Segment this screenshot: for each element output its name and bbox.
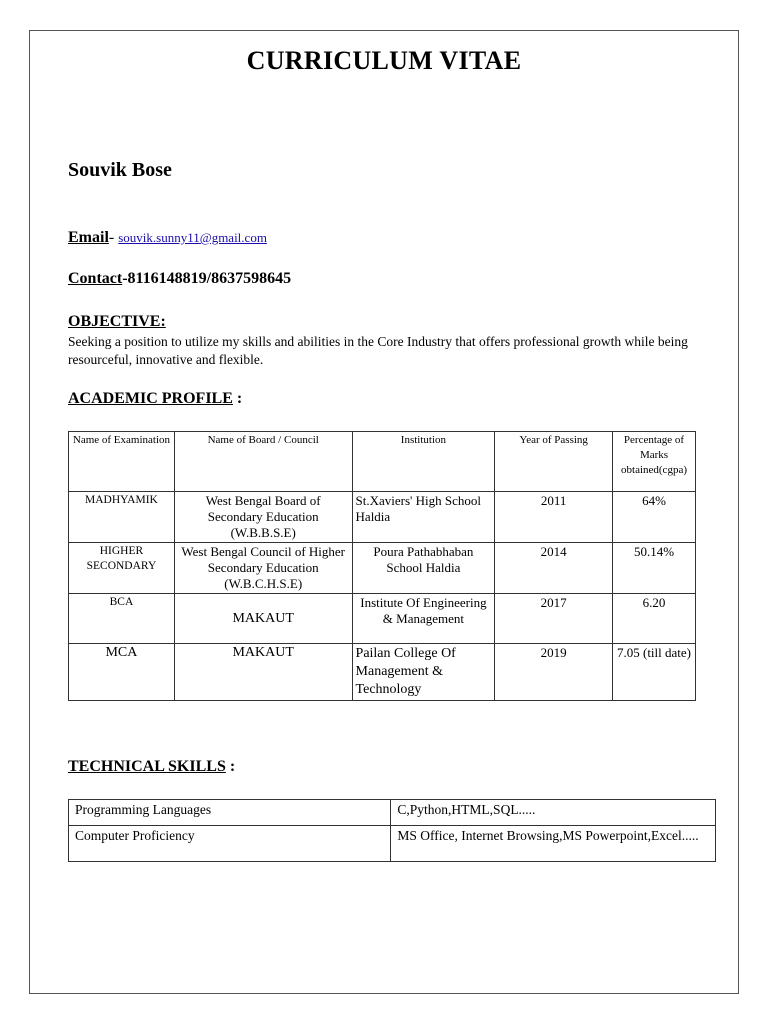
contact-label: Contact xyxy=(68,270,123,287)
email-separator: - xyxy=(108,229,119,246)
skill-category-cell: Computer Proficiency xyxy=(69,826,391,862)
email-label: Email xyxy=(68,229,109,246)
board-cell: West Bengal Council of Higher Secondary Education (W.B.C.H.S.E) xyxy=(174,543,352,594)
academic-heading-suffix: : xyxy=(232,390,243,407)
skill-value-cell: C,Python,HTML,SQL..... xyxy=(391,800,716,826)
year-cell: 2011 xyxy=(495,492,613,543)
year-cell: 2019 xyxy=(495,644,613,701)
table-row xyxy=(69,644,696,701)
academic-heading-text: ACADEMIC PROFILE xyxy=(68,390,233,407)
email-link[interactable]: souvik.sunny11@gmail.com xyxy=(118,230,267,245)
table-row xyxy=(69,826,716,862)
board-cell: West Bengal Board of Secondary Education (W.B.B.S.E) xyxy=(174,492,352,543)
institution-cell: Institute Of Engineering & Management xyxy=(352,594,495,644)
contact-line xyxy=(68,270,291,288)
year-cell: 2017 xyxy=(495,594,613,644)
table-row xyxy=(69,800,716,826)
examination-cell: BCA xyxy=(69,594,175,644)
document-title: CURRICULUM VITAE xyxy=(246,46,522,75)
academic-table xyxy=(68,431,696,701)
technical-heading xyxy=(68,758,235,776)
examination-cell: MCA xyxy=(69,644,175,701)
percentage-cell: 6.20 xyxy=(613,594,696,644)
email-line xyxy=(68,229,267,247)
table-row xyxy=(69,594,696,644)
skill-value-cell: MS Office, Internet Browsing,MS Powerpoint,Excel..... xyxy=(391,826,716,862)
board-cell: MAKAUT xyxy=(174,594,352,644)
year-cell: 2014 xyxy=(495,543,613,594)
institution-cell: Poura Pathabhaban School Haldia xyxy=(352,543,495,594)
col-header-board: Name of Board / Council xyxy=(174,432,352,492)
board-cell: MAKAUT xyxy=(174,644,352,701)
percentage-cell: 50.14% xyxy=(613,543,696,594)
percentage-cell: 7.05 (till date) xyxy=(613,644,696,701)
table-row xyxy=(69,543,696,594)
col-header-examination: Name of Examination xyxy=(69,432,175,492)
technical-heading-suffix: : xyxy=(225,758,236,775)
examination-cell: HIGHER SECONDARY xyxy=(69,543,175,594)
skill-category-cell: Programming Languages xyxy=(69,800,391,826)
academic-heading xyxy=(68,390,242,408)
objective-heading: OBJECTIVE: xyxy=(68,313,166,330)
col-header-year: Year of Passing xyxy=(495,432,613,492)
percentage-cell: 64% xyxy=(613,492,696,543)
col-header-institution: Institution xyxy=(352,432,495,492)
contact-separator: - xyxy=(122,270,128,287)
academic-header-row xyxy=(69,432,696,492)
col-header-percentage: Percentage of Marks obtained(cgpa) xyxy=(613,432,696,492)
contact-value: 8116148819/8637598645 xyxy=(127,270,292,287)
technical-skills-table xyxy=(68,799,716,862)
institution-cell: St.Xaviers' High School Haldia xyxy=(352,492,495,543)
examination-cell: MADHYAMIK xyxy=(69,492,175,543)
technical-heading-text: TECHNICAL SKILLS xyxy=(68,758,226,775)
candidate-name: Souvik Bose xyxy=(68,159,172,181)
table-row xyxy=(69,492,696,543)
objective-text: Seeking a position to utilize my skills and abilities in the Core Industry that offers professional growth while being resourceful, innovative and flexible. xyxy=(68,334,688,367)
institution-cell: Pailan College Of Management & Technology xyxy=(352,644,495,701)
